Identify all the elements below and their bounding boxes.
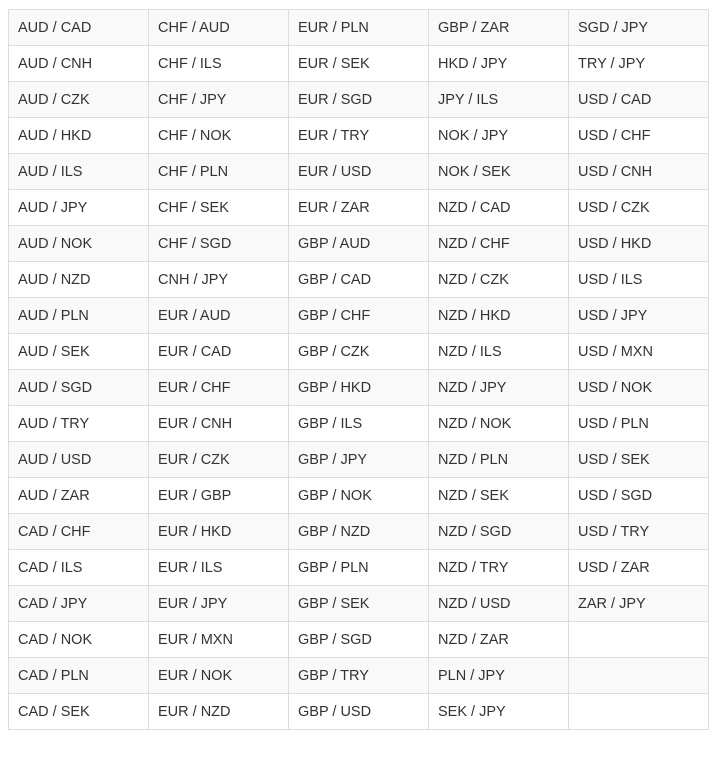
- currency-pair-cell[interactable]: AUD / SEK: [9, 334, 149, 370]
- currency-pair-cell[interactable]: NOK / JPY: [429, 118, 569, 154]
- table-row: [9, 514, 709, 550]
- table-row: [9, 298, 709, 334]
- currency-pair-cell[interactable]: CAD / SEK: [9, 694, 149, 730]
- currency-pair-cell[interactable]: GBP / USD: [289, 694, 429, 730]
- currency-pair-cell[interactable]: AUD / CZK: [9, 82, 149, 118]
- currency-pair-cell[interactable]: AUD / ZAR: [9, 478, 149, 514]
- currency-pair-cell[interactable]: NZD / TRY: [429, 550, 569, 586]
- currency-pair-cell[interactable]: CHF / ILS: [149, 46, 289, 82]
- currency-pair-cell[interactable]: NZD / CZK: [429, 262, 569, 298]
- currency-pair-cell[interactable]: CHF / PLN: [149, 154, 289, 190]
- currency-pair-cell[interactable]: CNH / JPY: [149, 262, 289, 298]
- empty-cell: [569, 658, 709, 694]
- table-row: [9, 226, 709, 262]
- currency-pair-cell[interactable]: GBP / ZAR: [429, 10, 569, 46]
- currency-pair-cell[interactable]: GBP / TRY: [289, 658, 429, 694]
- currency-pair-cell[interactable]: USD / SEK: [569, 442, 709, 478]
- currency-pair-cell[interactable]: AUD / NOK: [9, 226, 149, 262]
- currency-pair-cell[interactable]: USD / TRY: [569, 514, 709, 550]
- currency-pair-cell[interactable]: EUR / SEK: [289, 46, 429, 82]
- currency-pair-cell[interactable]: USD / ZAR: [569, 550, 709, 586]
- currency-pair-cell[interactable]: NZD / NOK: [429, 406, 569, 442]
- currency-pair-cell[interactable]: NZD / HKD: [429, 298, 569, 334]
- table-row: [9, 154, 709, 190]
- currency-pair-cell[interactable]: GBP / NOK: [289, 478, 429, 514]
- currency-pair-cell[interactable]: EUR / ILS: [149, 550, 289, 586]
- currency-pair-cell[interactable]: NZD / ILS: [429, 334, 569, 370]
- currency-pair-cell[interactable]: GBP / PLN: [289, 550, 429, 586]
- table-row: [9, 118, 709, 154]
- currency-pair-cell[interactable]: NZD / SEK: [429, 478, 569, 514]
- currency-pair-cell[interactable]: GBP / NZD: [289, 514, 429, 550]
- currency-pair-cell[interactable]: EUR / NOK: [149, 658, 289, 694]
- currency-pair-cell[interactable]: AUD / HKD: [9, 118, 149, 154]
- table-row: [9, 442, 709, 478]
- currency-pair-cell[interactable]: EUR / MXN: [149, 622, 289, 658]
- currency-pair-cell[interactable]: PLN / JPY: [429, 658, 569, 694]
- table-row: [9, 694, 709, 730]
- currency-pair-cell[interactable]: USD / MXN: [569, 334, 709, 370]
- currency-pair-cell[interactable]: NZD / ZAR: [429, 622, 569, 658]
- currency-pair-cell[interactable]: EUR / USD: [289, 154, 429, 190]
- currency-pair-cell[interactable]: CAD / ILS: [9, 550, 149, 586]
- currency-pairs-table: [8, 9, 709, 730]
- currency-pair-cell[interactable]: USD / PLN: [569, 406, 709, 442]
- currency-pair-cell[interactable]: ZAR / JPY: [569, 586, 709, 622]
- currency-pair-cell[interactable]: USD / SGD: [569, 478, 709, 514]
- currency-pair-cell[interactable]: EUR / AUD: [149, 298, 289, 334]
- currency-pair-cell[interactable]: GBP / CHF: [289, 298, 429, 334]
- currency-pair-cell[interactable]: SGD / JPY: [569, 10, 709, 46]
- currency-pair-cell[interactable]: AUD / CAD: [9, 10, 149, 46]
- currency-pair-cell[interactable]: GBP / CZK: [289, 334, 429, 370]
- currency-pair-cell[interactable]: USD / ILS: [569, 262, 709, 298]
- currency-pair-cell[interactable]: CAD / PLN: [9, 658, 149, 694]
- currency-pair-cell[interactable]: AUD / NZD: [9, 262, 149, 298]
- currency-pair-cell[interactable]: EUR / GBP: [149, 478, 289, 514]
- table-row: [9, 370, 709, 406]
- table-row: [9, 622, 709, 658]
- currency-pair-cell[interactable]: CHF / SGD: [149, 226, 289, 262]
- currency-pair-cell[interactable]: NZD / CAD: [429, 190, 569, 226]
- currency-pair-cell[interactable]: EUR / CAD: [149, 334, 289, 370]
- currency-pair-cell[interactable]: NZD / PLN: [429, 442, 569, 478]
- currency-pair-cell[interactable]: GBP / HKD: [289, 370, 429, 406]
- currency-pairs-table-body: [9, 10, 709, 730]
- currency-pair-cell[interactable]: EUR / NZD: [149, 694, 289, 730]
- table-row: [9, 334, 709, 370]
- table-row: [9, 586, 709, 622]
- currency-pair-cell[interactable]: AUD / SGD: [9, 370, 149, 406]
- table-row: [9, 82, 709, 118]
- currency-pair-cell[interactable]: EUR / TRY: [289, 118, 429, 154]
- currency-pair-cell[interactable]: EUR / CZK: [149, 442, 289, 478]
- currency-pair-cell[interactable]: GBP / SEK: [289, 586, 429, 622]
- currency-pairs-panel: [8, 9, 709, 730]
- currency-pair-cell[interactable]: EUR / ZAR: [289, 190, 429, 226]
- currency-pair-cell[interactable]: CHF / AUD: [149, 10, 289, 46]
- currency-pair-cell[interactable]: CHF / JPY: [149, 82, 289, 118]
- currency-pair-cell[interactable]: USD / CZK: [569, 190, 709, 226]
- currency-pair-cell[interactable]: JPY / ILS: [429, 82, 569, 118]
- currency-pair-cell[interactable]: GBP / AUD: [289, 226, 429, 262]
- currency-pair-cell[interactable]: CAD / NOK: [9, 622, 149, 658]
- currency-pair-cell[interactable]: TRY / JPY: [569, 46, 709, 82]
- currency-pair-cell[interactable]: NZD / USD: [429, 586, 569, 622]
- currency-pair-cell[interactable]: AUD / PLN: [9, 298, 149, 334]
- currency-pair-cell[interactable]: EUR / HKD: [149, 514, 289, 550]
- currency-pair-cell[interactable]: AUD / ILS: [9, 154, 149, 190]
- currency-pair-cell[interactable]: NOK / SEK: [429, 154, 569, 190]
- currency-pair-cell[interactable]: EUR / JPY: [149, 586, 289, 622]
- currency-pair-cell[interactable]: CHF / SEK: [149, 190, 289, 226]
- currency-pair-cell[interactable]: USD / CAD: [569, 82, 709, 118]
- currency-pair-cell[interactable]: NZD / CHF: [429, 226, 569, 262]
- currency-pair-cell[interactable]: HKD / JPY: [429, 46, 569, 82]
- currency-pair-cell[interactable]: GBP / JPY: [289, 442, 429, 478]
- table-row: [9, 658, 709, 694]
- currency-pair-cell[interactable]: USD / NOK: [569, 370, 709, 406]
- currency-pair-cell[interactable]: CAD / JPY: [9, 586, 149, 622]
- currency-pair-cell[interactable]: EUR / CNH: [149, 406, 289, 442]
- currency-pair-cell[interactable]: USD / CNH: [569, 154, 709, 190]
- currency-pair-cell[interactable]: GBP / ILS: [289, 406, 429, 442]
- currency-pair-cell[interactable]: USD / JPY: [569, 298, 709, 334]
- table-row: [9, 10, 709, 46]
- currency-pair-cell[interactable]: USD / HKD: [569, 226, 709, 262]
- currency-pair-cell[interactable]: GBP / SGD: [289, 622, 429, 658]
- currency-pair-cell[interactable]: EUR / PLN: [289, 10, 429, 46]
- table-row: [9, 478, 709, 514]
- currency-pair-cell[interactable]: USD / CHF: [569, 118, 709, 154]
- currency-pair-cell[interactable]: CHF / NOK: [149, 118, 289, 154]
- currency-pair-cell[interactable]: EUR / SGD: [289, 82, 429, 118]
- table-row: [9, 550, 709, 586]
- table-row: [9, 46, 709, 82]
- currency-pair-cell[interactable]: NZD / JPY: [429, 370, 569, 406]
- empty-cell: [569, 622, 709, 658]
- currency-pair-cell[interactable]: EUR / CHF: [149, 370, 289, 406]
- currency-pair-cell[interactable]: SEK / JPY: [429, 694, 569, 730]
- currency-pair-cell[interactable]: AUD / JPY: [9, 190, 149, 226]
- currency-pair-cell[interactable]: AUD / TRY: [9, 406, 149, 442]
- currency-pair-cell[interactable]: AUD / CNH: [9, 46, 149, 82]
- currency-pair-cell[interactable]: CAD / CHF: [9, 514, 149, 550]
- table-row: [9, 190, 709, 226]
- currency-pair-cell[interactable]: AUD / USD: [9, 442, 149, 478]
- currency-pair-cell[interactable]: GBP / CAD: [289, 262, 429, 298]
- currency-pair-cell[interactable]: NZD / SGD: [429, 514, 569, 550]
- empty-cell: [569, 694, 709, 730]
- table-row: [9, 406, 709, 442]
- table-row: [9, 262, 709, 298]
